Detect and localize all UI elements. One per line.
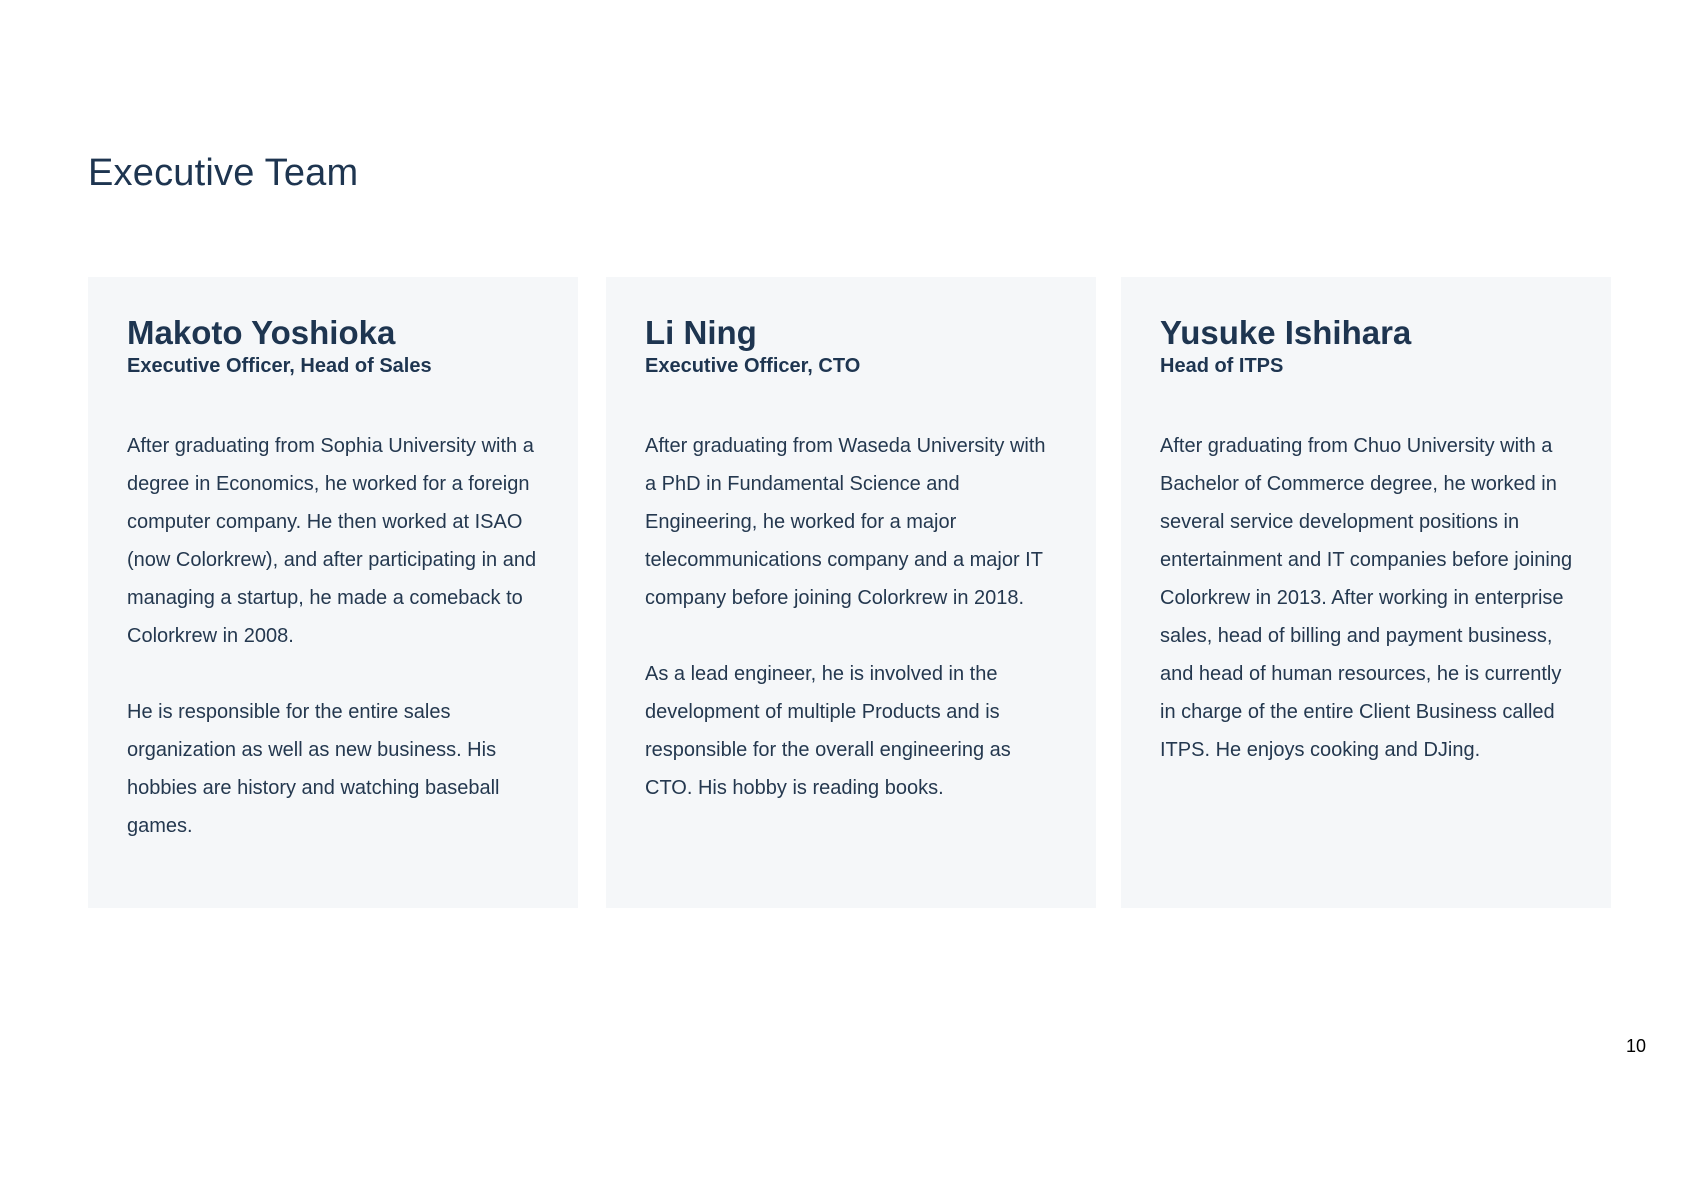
member-bio <box>1160 427 1573 769</box>
member-name: Yusuke Ishihara <box>1160 314 1412 351</box>
bio-paragraph: As a lead engineer, he is involved in the development of multiple Products and is responsible for the overall engineering as CTO. His hobby is reading books. <box>645 663 1011 799</box>
bio-paragraph: After graduating from Chuo University with a Bachelor of Commerce degree, he worked in several service development positions in entertainment and IT companies before joining Colorkrew in 2013. After working in enterprise sales, head of billing and payment business, and head of human resources, he is currently in charge of the entire Client Business called ITPS. He enjoys cooking and DJing. <box>1160 435 1573 761</box>
bio-paragraph: After graduating from Sophia University with a degree in Economics, he worked for a foreign computer company. He then worked at ISAO (now Colorkrew), and after participating in and managing a startup, he made a comeback to Colorkrew in 2008. <box>127 435 537 647</box>
member-name: Li Ning <box>645 314 757 351</box>
member-bio <box>127 427 540 845</box>
member-role: Head of ITPS <box>1160 355 1284 377</box>
page-title: Executive Team <box>88 152 359 194</box>
page-number: 10 <box>1625 1036 1646 1056</box>
bio-paragraph: After graduating from Waseda University with a PhD in Fundamental Science and Engineering, he worked for a major telecommunications company and a major IT company before joining Colorkrew in 2018. <box>645 435 1046 609</box>
member-name: Makoto Yoshioka <box>127 314 396 351</box>
member-role: Executive Officer, Head of Sales <box>127 355 432 377</box>
member-role: Executive Officer, CTO <box>645 355 861 377</box>
bio-paragraph: He is responsible for the entire sales organization as well as new business. His hobbies are history and watching baseball games. <box>127 701 500 837</box>
member-bio <box>645 427 1058 807</box>
member-card-yusuke-ishihara <box>1121 277 1611 908</box>
member-card-li-ning <box>606 277 1096 908</box>
member-card-makoto-yoshioka <box>88 277 578 908</box>
